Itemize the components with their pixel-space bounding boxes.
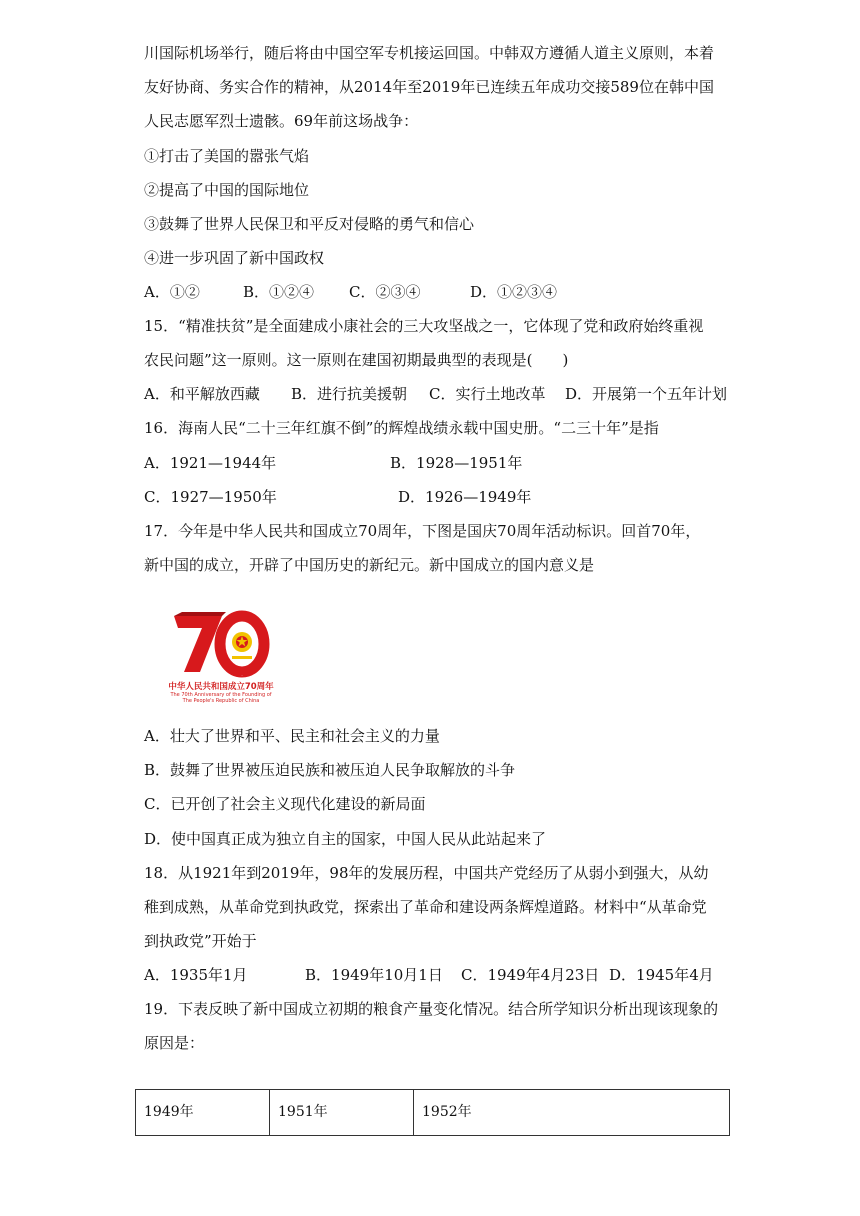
q15-option-b: B．进行抗美援朝 [291,385,408,403]
q18-stem-line-1: 18．从1921年到2019年，98年的发展历程，中国共产党经历了从弱小到强大，从幼 [144,864,709,882]
logo-caption-en [160,692,282,704]
q18-option-d: D．1945年4月 [609,966,714,984]
q17-option-b: B．鼓舞了世界被压迫民族和被压迫人民争取解放的斗争 [144,761,516,779]
q17-stem-line-1: 17．今年是中华人民共和国成立70周年，下图是国庆70周年活动标识。回首70年， [144,522,701,540]
q16-stem-line-1: 16．海南人民“二十三年红旗不倒”的辉煌战绩永载中国史册。“二三十年”是指 [144,419,659,437]
q16-option-c: C．1927—1950年 [144,488,277,506]
q15-option-a: A．和平解放西藏 [144,385,260,403]
q16-option-b: B．1928—1951年 [390,454,523,472]
q18-stem-line-2: 稚到成熟，从革命党到执政党，探索出了革命和建设两条辉煌道路。材料中“从革命党 [144,898,707,916]
q17-option-c: C．已开创了社会主义现代化建设的新局面 [144,795,426,813]
q16-option-a: A．1921—1944年 [144,454,277,472]
q14-option-d: D．①②③④ [470,283,558,301]
q14-option-b: B．①②④ [243,283,315,301]
q14-stem-line-1: 川国际机场举行，随后将由中国空军专机接运回国。中韩双方遵循人道主义原则，本着 [144,44,715,62]
logo-caption-en-line-2: The People's Republic of China [182,698,260,704]
q14-option-c: C．②③④ [349,283,421,301]
q14-statement-2: ②提高了中国的国际地位 [144,181,310,199]
q19-stem-line-1: 19．下表反映了新中国成立初期的粮食产量变化情况。结合所学知识分析出现该现象的 [144,1000,719,1018]
anniversary-70-emblem-icon [160,606,282,678]
q15-option-d: D．开展第一个五年计划 [565,385,728,403]
q17-stem-line-2: 新中国的成立，开辟了中国历史的新纪元。新中国成立的国内意义是 [144,556,595,574]
q18-option-b: B．1949年10月1日 [305,966,443,984]
q15-option-c: C．实行土地改革 [429,385,546,403]
q14-statement-4: ④进一步巩固了新中国政权 [144,249,325,267]
table-header-cell: 1949年 [136,1090,270,1135]
q19-stem-line-2: 原因是： [144,1034,205,1052]
q14-statement-1: ①打击了美国的嚣张气焰 [144,147,310,165]
logo-caption-cn: 中华人民共和国成立70周年 [168,682,274,692]
table-header-cell: 1952年 [422,1104,472,1120]
q14-stem-line-3: 人民志愿军烈士遗骸。69年前这场战争： [144,112,419,130]
q16-option-d: D．1926—1949年 [398,488,532,506]
q17-option-a: A．壮大了世界和平、民主和社会主义的力量 [144,727,440,745]
q17-option-d: D．使中国真正成为独立自主的国家，中国人民从此站起来了 [144,830,547,848]
anniversary-logo [160,606,282,706]
q15-stem-line-2: 农民问题”这一原则。这一原则在建国初期最典型的表现是( ) [144,351,569,369]
q18-stem-line-3: 到执政党”开始于 [144,932,257,950]
q14-option-a: A．①② [144,283,200,301]
q18-option-c: C．1949年4月23日 [461,966,600,984]
logo-number-hidden: 70 [241,676,243,677]
logo-caption-en-line-1: The 70th Anniversary of the Founding of [170,692,272,698]
q14-statement-3: ③鼓舞了世界人民保卫和平反对侵略的勇气和信心 [144,215,475,233]
q18-option-a: A．1935年1月 [144,966,248,984]
table-header-cell: 1951年 [270,1090,414,1135]
q15-stem-line-1: 15．“精准扶贫”是全面建成小康社会的三大攻坚战之一，它体现了党和政府始终重视 [144,317,704,335]
q14-stem-line-2: 友好协商、务实合作的精神，从2014年至2019年已连续五年成功交接589位在韩中国 [144,78,714,96]
grain-output-table [135,1089,730,1136]
